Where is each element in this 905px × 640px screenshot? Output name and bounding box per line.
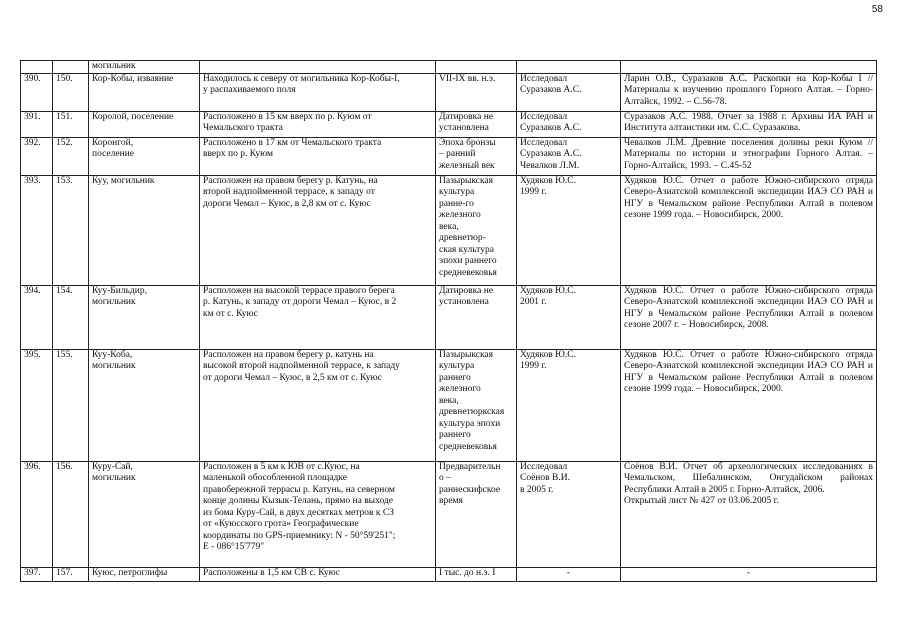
- monument-location: Расположено в 15 км вверх по р. Куюм от Чемальского тракта: [200, 111, 436, 137]
- row-number: 395.: [21, 349, 53, 461]
- monument-researcher: Худяков Ю.С. 1999 г.: [517, 175, 621, 285]
- monument-location: Находилось к северу от могильника Кор-Кобы-I, у распахиваемого поля: [200, 73, 436, 111]
- local-number: 151.: [53, 111, 89, 137]
- local-number: 152.: [53, 137, 89, 175]
- monument-reference: Худяков Ю.С. Отчет о работе Южно-сибирского отряда Северо-Азиатской комплексной экспедиции ИАЭ СО РАН и НГУ в Чемальском районе Республики Алтай в полевом сезоне 1999 года. – Новосибирск, 2000.: [621, 175, 877, 285]
- table-row: [21, 73, 877, 111]
- local-number: 156.: [53, 461, 89, 567]
- local-number: 153.: [53, 175, 89, 285]
- table-row: [21, 349, 877, 461]
- monument-name: Кор-Кобы, изваяние: [89, 73, 200, 111]
- row-number: 397.: [21, 567, 53, 581]
- row-number: 390.: [21, 73, 53, 111]
- monument-researcher: Исследовал Суразаков А.С.: [517, 73, 621, 111]
- monument-name: Куу-Коба, могильник: [89, 349, 200, 461]
- monument-dating: Пазырыкская культура раннего железного века, древнетюркская культура эпохи раннего средневековья: [436, 349, 517, 461]
- monument-dating: VII-IX вв. н.э.: [436, 73, 517, 111]
- monument-researcher: Худяков Ю.С. 1999 г.: [517, 349, 621, 461]
- monument-location: Расположено в 17 км от Чемальского тракта вверх по р. Куюм: [200, 137, 436, 175]
- row-number: 392.: [21, 137, 53, 175]
- monuments-table: [20, 60, 877, 582]
- monument-researcher: Исследовал Суразаков А.С. Чевалков Л.М.: [517, 137, 621, 175]
- local-number: 157.: [53, 567, 89, 581]
- monument-reference: Соёнов В.И. Отчет об археологических исследованиях в Чемальском, Шебалинском, Онгудайском районах Республики Алтай в 2005 г. Горно-Алтайск, 2006. Открытый лист № 427 от 03.06.2005 г.: [621, 461, 877, 567]
- table-row: [21, 567, 877, 581]
- monument-location: Расположен на высокой террасе правого берега р. Катунь, к западу от дороги Чемал – Куюс, в 2 км от с. Куюс: [200, 285, 436, 349]
- monument-reference: Суразаков А.С. 1988. Отчет за 1988 г. Архивы ИА РАН и Института алтаистики им. С.С. Суразакова.: [621, 111, 877, 137]
- table-row: [21, 175, 877, 285]
- local-number: 150.: [53, 73, 89, 111]
- local-number: 155.: [53, 349, 89, 461]
- monument-dating: Пазырыкская культура ранне-го железного века, древнетюр- ская культура эпохи раннего средневековья: [436, 175, 517, 285]
- row-number: 393.: [21, 175, 53, 285]
- monument-dating: Эпоха бронзы – ранний железный век: [436, 137, 517, 175]
- monument-name: Куу, могильник: [89, 175, 200, 285]
- monument-location: Расположен в 5 км к ЮВ от с.Куюс, на маленькой обособленной площадке правобережной террасы р. Катунь, на северном конце долины Кызык-Телань, прямо на выходе из бома Куру-Сай, в двух десятках метров к СЗ от «Куюсского грота» Географические координаты по GPS-приемнику: N - 50°59'251"; E - 086°15'779": [200, 461, 436, 567]
- table-row: [21, 111, 877, 137]
- monument-reference: Ларин О.В., Суразаков А.С. Раскопки на Кор-Кобы I // Материалы к изучению прошлого Горного Алтая. – Горно-Алтайск, 1992. – С.56-78.: [621, 73, 877, 111]
- monument-researcher: Исследовал Суразаков А.С.: [517, 111, 621, 137]
- table-row: [21, 461, 877, 567]
- monument-reference: -: [621, 567, 877, 581]
- monument-name: Куу-Бильдир, могильник: [89, 285, 200, 349]
- monument-researcher: Худяков Ю.С. 2001 г.: [517, 285, 621, 349]
- page-number: 58: [871, 4, 883, 15]
- continuation-row: [21, 61, 877, 74]
- monument-name: Королой, поселение: [89, 111, 200, 137]
- row-number: 391.: [21, 111, 53, 137]
- monument-location: Расположен на правом берегу р. катунь на высокой второй надпойменной террасе, к западу от дороги Чемал – Куюс, в 2,5 км от с. Куюс: [200, 349, 436, 461]
- monument-dating: I тыс. до н.э. I: [436, 567, 517, 581]
- monument-reference: Худяков Ю.С. Отчет о работе Южно-сибирского отряда Северо-Азиатской комплексной экспедиции ИАЭ СО РАН и НГУ в Чемальском районе Республики Алтай в полевом сезоне 1999 года. – Новосибирск, 2000.: [621, 349, 877, 461]
- monument-reference: Худяков Ю.С. Отчет о работе Южно-сибирского отряда Северо-Азиатской комплексной экспедиции ИАЭ СО РАН и НГУ в Чемальском районе Республики Алтай в полевом сезоне 2007 г. – Новосибирск, 2008.: [621, 285, 877, 349]
- monument-name: Куюс, петроглифы: [89, 567, 200, 581]
- monument-dating: Датировка не установлена: [436, 111, 517, 137]
- monument-name: Коронгой, поселение: [89, 137, 200, 175]
- table-row: [21, 285, 877, 349]
- continuation-text: могильник: [89, 61, 200, 74]
- row-number: 396.: [21, 461, 53, 567]
- monument-researcher: Исследовал Соёнов В.И. в 2005 г.: [517, 461, 621, 567]
- row-number: 394.: [21, 285, 53, 349]
- local-number: 154.: [53, 285, 89, 349]
- table-row: [21, 137, 877, 175]
- monument-location: Расположены в 1,5 км СВ с. Куюс: [200, 567, 436, 581]
- monument-reference: Чевалков Л.М. Древние поселения долины реки Куюм // Материалы по истории и этнографии Горного Алтая. – Горно-Алтайск, 1993. – С.45-52: [621, 137, 877, 175]
- monument-dating: Датировка не установлена: [436, 285, 517, 349]
- monument-location: Расположен на правом берегу р. Катунь, на второй надпойменной террасе, к западу от дороги Чемал – Куюс, в 2,8 км от с. Куюс: [200, 175, 436, 285]
- monument-dating: Предварительн о – раннескифское время: [436, 461, 517, 567]
- monument-researcher: -: [517, 567, 621, 581]
- monument-name: Куру-Сай, могильник: [89, 461, 200, 567]
